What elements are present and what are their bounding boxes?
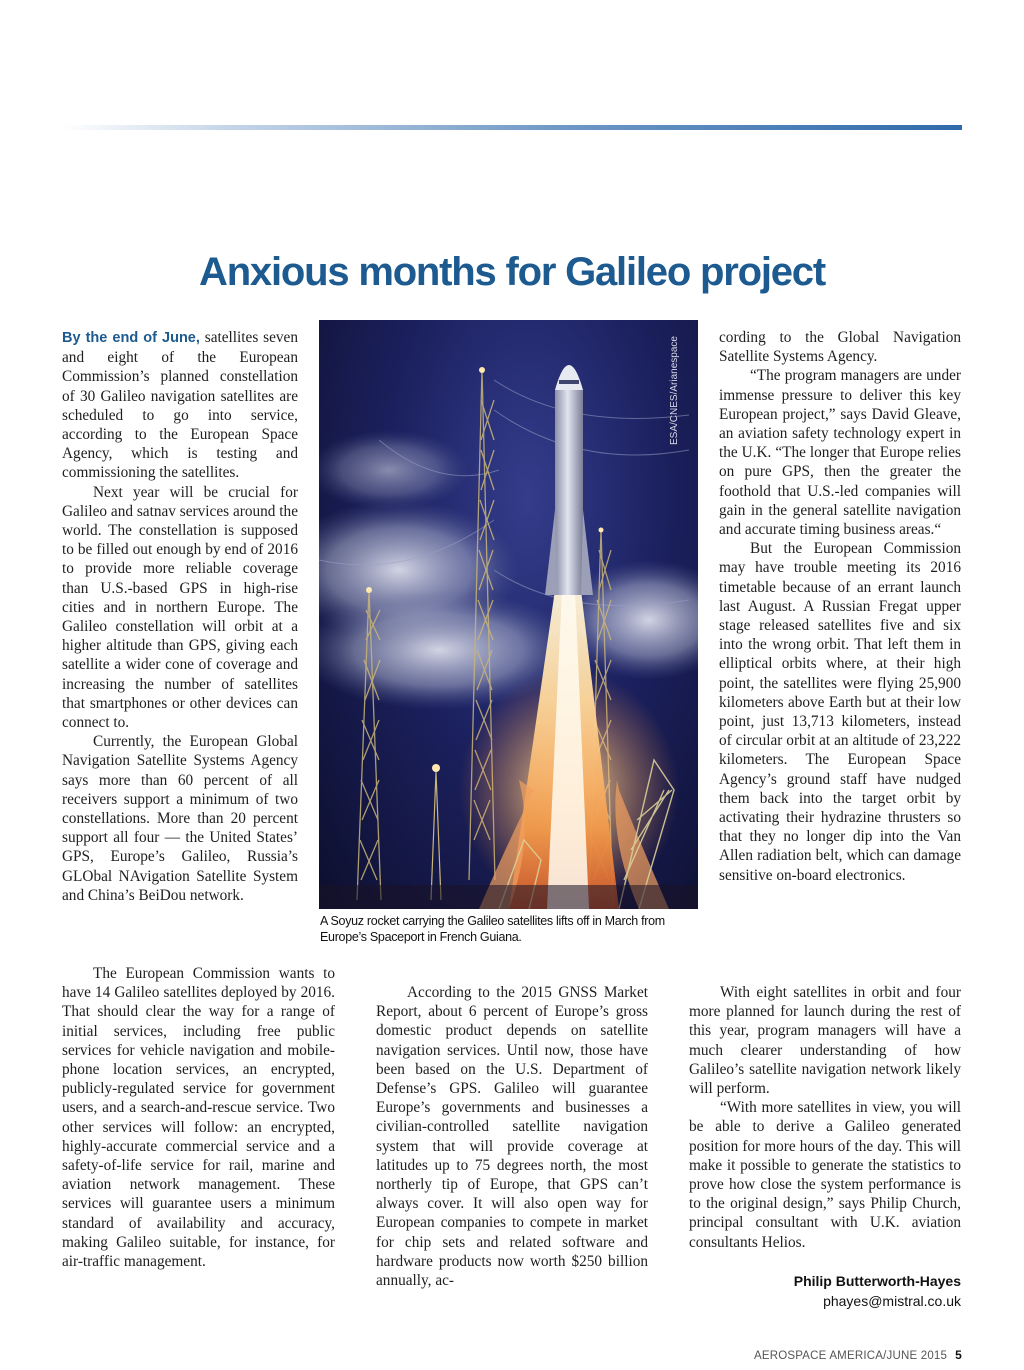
author-name: Philip Butterworth-Hayes [793,1273,961,1289]
paragraph: “The program managers are under immense pressure to deliver this key European project,” says David Gleave, an aviation safety technology expert in the U.K. “The longer that Europe relies on pure GPS, then the greater the foothold that U.S.-led companies will gain in the general satellite navigation and accurate timing business areas.“ [719,367,961,539]
byline [794,1271,961,1311]
paragraph: The European Commission wants to have 14 Galileo satellites deployed by 2016. That should clear the way for a range of initial services, including free public services for vehicle navigation and mobile-phone location services, an encrypted, publicly-regulated service for government users, and a search-and-rescue service. Two other services will follow: an encrypted, highly-accurate commercial service and a safety-of-life service for rail, marine and aviation network management. These services will guarantee users a minimum standard of availability and accuracy, making Galileo suitable, for instance, for air-traffic management. [62,965,335,1271]
paragraph: Next year will be crucial for Galileo and satnav services around the world. The constellation is supposed to be filled out enough by end of 2016 to provide more reliable coverage than U.S.-based GPS in high-rise cities and in northern Europe. The Galileo constellation will orbit at a higher altitude than GPS, giving each satellite a wider cone of coverage and increasing the number of satellites that smartphones or other devices can connect to. [62,483,298,732]
lead-in: By the end of June, [62,330,200,346]
publication-name: AEROSPACE AMERICA/JUNE 2015 [754,1350,948,1362]
paragraph: cording to the Global Navigation Satellite Systems Agency. [719,329,961,366]
page-footer [754,1348,962,1362]
photo-credit: ESA/CNES/Arianespace [669,336,680,445]
author-email: phayes@mistral.co.uk [823,1293,961,1309]
headline: Anxious months for Galileo project [199,250,825,294]
paragraph: But the European Commission may have trouble meeting its 2016 timetable because of an errant launch last August. A Russian Fregat upper stage released satellites five and six into the wrong orbit. That left them in elliptical orbits where, at their high point, the satellites were flying 25,900 kilometers above Earth but at their low point, just 13,713 kilometers, instead of circular orbit at an altitude of 23,222 kilometers. The European Space Agency’s ground staff have nudged them back into the target orbit by activating their hydrazine thrusters so that they no longer dip into the Van Allen radiation belt, which can damage sensitive on-board electronics. [719,540,961,884]
paragraph: Currently, the European Global Navigation Satellite Systems Agency says more than 60 percent of all receivers support a minimum of two constellations. More than 20 percent support all four — the United States’ GPS, Europe’s Galileo, Russia’s GLObal NAvigation Satellite System and China’s BeiDou network. [62,733,298,904]
paragraph: With eight satellites in orbit and four more planned for launch during the rest of this year, program managers will have a much clearer understanding of how Galileo’s satellite navigation network likely will perform. [689,984,961,1098]
lead-text: satellites seven and eight of the European Commission’s planned constellation of 30 Galileo navigation satellites are scheduled to go into service, according to the European Space Agency, which is testing and commissioning the satellites. [62,329,298,482]
paragraph: “With more satellites in view, you will be able to derive a Galileo generated position for more hours of the day. This will make it possible to generate the statistics to prove how close the system performance is to the original design,” says Philip Church, principal consultant with U.K. aviation consultants Helios. [689,1099,961,1251]
column-1-bottom [62,964,335,1271]
header-rule [62,125,962,130]
column-3-top [719,328,961,885]
paragraph-lead [62,328,298,483]
rocket-launch-illustration [319,320,698,909]
photo-caption: A Soyuz rocket carrying the Galileo satellites lifts off in March from Europe’s Spaceport in French Guiana. [320,914,665,944]
rocket-launch-photo [319,320,698,909]
column-2 [376,983,648,1290]
page-number: 5 [955,1348,962,1362]
paragraph: According to the 2015 GNSS Market Report, about 6 percent of Europe’s gross domestic product depends on satellite navigation services. Until now, those have been based on the U.S. Department of Defense’s GPS. Galileo will guarantee Europe’s governments and businesses a civilian-controlled satellite navigation system that will provide coverage at latitudes up to 75 degrees north, the most northerly tip of Europe, that GPS can’t always cover. It will also open way for European companies to compete in market for chip sets and related software and hardware products now worth $250 billion annually, ac- [376,984,648,1290]
column-3-bottom [689,983,961,1252]
column-1-top [62,328,298,905]
